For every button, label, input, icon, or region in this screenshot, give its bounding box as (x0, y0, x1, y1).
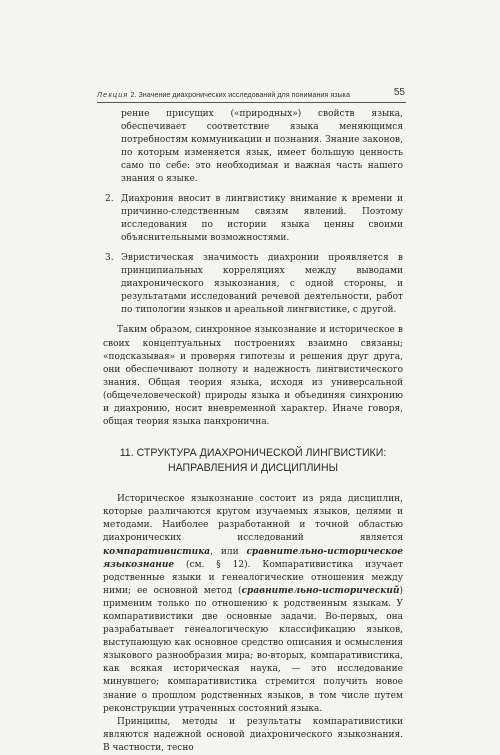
structure-text-3: (см. § 12). Компаративистика изучает родственные языки и генеалогические отношения между ними; ее основной метод ( (103, 559, 403, 596)
lecture-label: Лекция (97, 90, 129, 99)
summary-paragraph: Таким образом, синхронное языкознание и историческое в своих концептуальных построениях взаимно связаны; «подсказывая» и проверяя гипотезы и решения друг друга, они обеспечивают полноту и надежность лингвистического знания. Общая теория языка, исходя из универсальной (общечеловеческой) природы языка и объединяя синхронию и диахронию, носит вневременной характер. Иначе говоря, общая теория языка панхронична. (103, 325, 403, 428)
page-content (103, 108, 403, 755)
numbered-list (103, 193, 403, 318)
structure-paragraph (103, 493, 403, 716)
list-item-continuation (103, 108, 403, 187)
continuation-text: рение присущих («природных») свойств языка, обеспечивает соответствие языка меняющимся потребностям коммуникации и познания. Знание законов, по которым изменяется язык, имеет большую ценность само по себе: это необходимая и важная часть нашего знания о языке. (121, 109, 403, 185)
list-item-number: 2. (105, 193, 114, 204)
page-number: 55 (393, 87, 405, 98)
section-heading-line-2: НАПРАВЛЕНИЯ И ДИСЦИПЛИНЫ (167, 462, 339, 475)
structure-text-1: Историческое языкознание состоит из ряда дисциплин, которые различаются кругом изучаемых языков, целями и методами. Наиболее разработанной и точной областью диахронических исследований является (103, 494, 403, 544)
section-heading (103, 446, 403, 476)
section-heading-line-1: 11. СТРУКТУРА ДИАХРОНИЧЕСКОЙ ЛИНГВИСТИКИ: (119, 447, 387, 460)
term-comparative-historical-method: сравнительно-исторический (241, 585, 400, 596)
term-comparative-studies: компаративистика (103, 546, 211, 557)
last-paragraph: Принципы, методы и результаты компаративистики являются надежной основой диахронического языкознания. В частности, тесно (103, 716, 403, 753)
structure-text-2: , или (210, 546, 247, 557)
header-rule (97, 102, 406, 103)
lecture-title: 2. Значение диахронических исследований для понимания языка (130, 90, 350, 99)
list-item (103, 252, 403, 317)
list-item (103, 193, 403, 245)
list-item-text: Эвристическая значимость диахронии проявляется в принципиальных корреляциях между выводами диахронического языкознания, с одной стороны, и результатами исследований речевой деятельности, работ по типологии языков и ареальной лингвистике, с другой. (121, 252, 403, 316)
structure-text-4: ) применим только по отношению к родственным языкам. У компаративистики две основные задачи. Во-первых, она разрабатывает генеалогическую классификацию языков, выступающую как основное средство описания и осмысления языкового разнообразия мира; во-вторых, компаративистика, как всякая историческая наука, — это исследование минувшего; компаративистика стремится получить новое знание о прошлом родственных языков, в том числе путем реконструкции утраченных состояний языка. (103, 585, 403, 714)
running-header (97, 90, 405, 99)
list-item-text: Диахрония вносит в лингвистику внимание к времени и причинно-следственным связям явлений. Поэтому исследования по истории языка ценны своими объяснительными возможностями. (121, 193, 403, 243)
term-comparative-historical-linguistics: сравнительно-историческое языкознание (103, 546, 403, 570)
list-item-number: 3. (105, 252, 114, 263)
